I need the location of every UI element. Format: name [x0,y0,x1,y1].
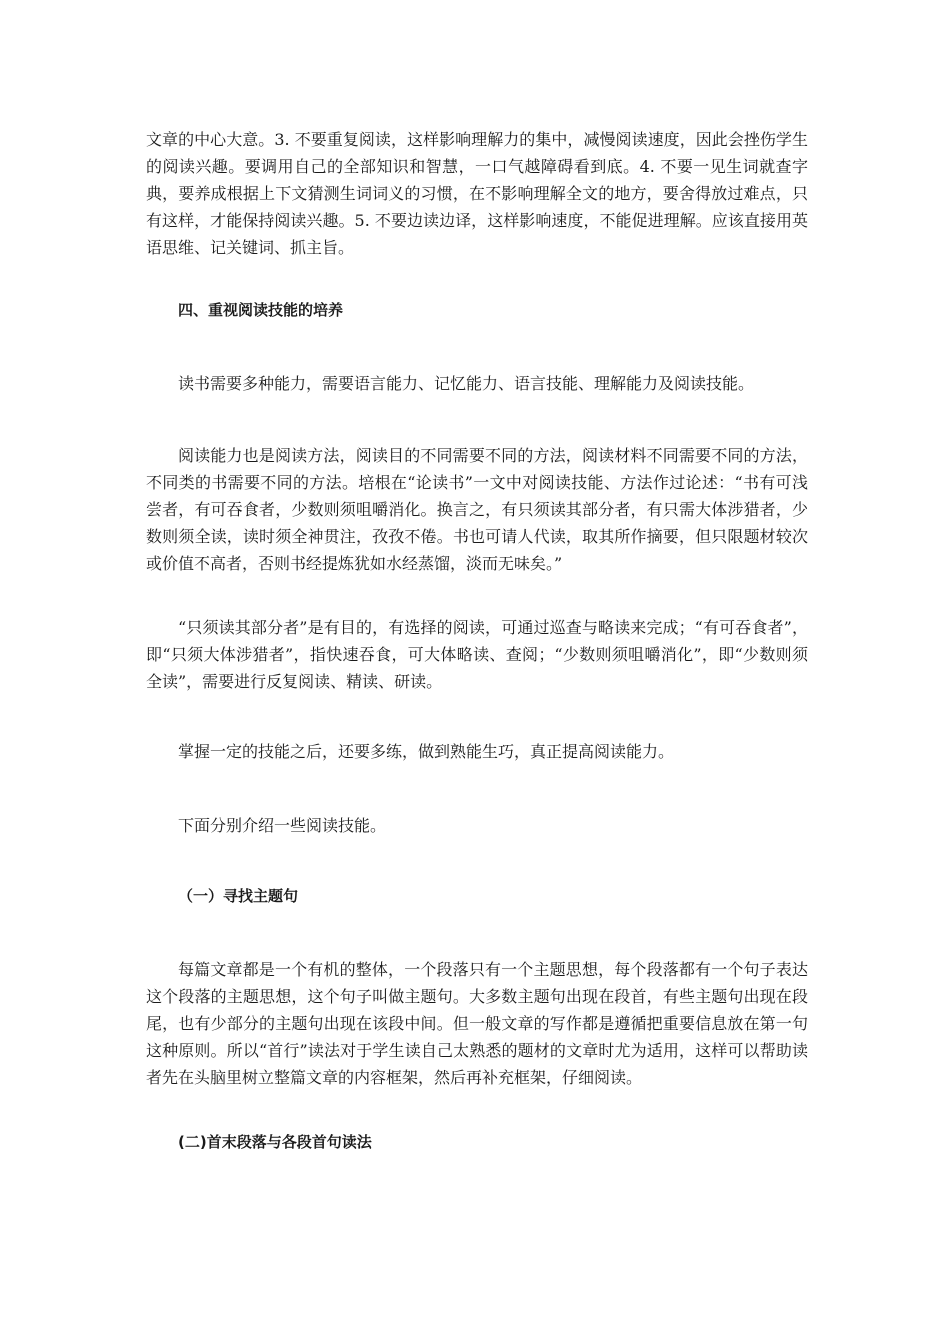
subsection-heading-2: (二)首末段落与各段首句读法 [178,1133,372,1151]
subsection-heading-1: （一）寻找主题句 [178,887,299,905]
paragraph-reading-tips-continued: 文章的中心大意。3. 不要重复阅读，这样影响理解力的集中，减慢阅读速度，因此会挫伤学生的阅读兴趣。要调用自己的全部知识和智慧，一口气越障碍看到底。4. 不要一见生词就查字典，要养成根据上下文猜测生词词义的习惯，在不影响理解全文的地方，要舍得放过难点，只有这样，才能保持阅读兴趣。5. 不要边读边译，这样影响速度，不能促进理解。应该直接用英语思维、记关键词、抓主旨。 [146,130,808,257]
paragraph-introduction: 下面分别介绍一些阅读技能。 [178,816,387,835]
paragraph-reading-abilities: 读书需要多种能力，需要语言能力、记忆能力、语言技能、理解能力及阅读技能。 [178,374,755,393]
paragraph-practice: 掌握一定的技能之后，还要多练，做到熟能生巧，真正提高阅读能力。 [178,742,675,761]
paragraph-bacon-quote: 阅读能力也是阅读方法，阅读目的不同需要不同的方法，阅读材料不同需要不同的方法，不同类的书需要不同的方法。培根在“论读书”一文中对阅读技能、方法作过论述：“书有可浅尝者，有可吞食者，少数则须咀嚼消化。换言之，有只须读其部分者，有只需大体涉猎者，少数则须全读，读时须全神贯注，孜孜不倦。书也可请人代读，取其所作摘要，但只限题材较次或价值不高者，否则书经提炼犹如水经蒸馏，淡而无味矣。” [146,446,808,573]
section-heading-4: 四、重视阅读技能的培养 [178,301,344,319]
paragraph-topic-sentence: 每篇文章都是一个有机的整体，一个段落只有一个主题思想，每个段落都有一个句子表达这个段落的主题思想，这个句子叫做主题句。大多数主题句出现在段首，有些主题句出现在段尾，也有少部分的主题句出现在该段中间。但一般文章的写作都是遵循把重要信息放在第一句这种原则。所以“首行”读法对于学生读自己太熟悉的题材的文章时尤为适用，这样可以帮助读者先在头脑里树立整篇文章的内容框架，然后再补充框架，仔细阅读。 [146,960,808,1087]
paragraph-reading-types: “只须读其部分者”是有目的，有选择的阅读，可通过巡查与略读来完成；“有可吞食者”，即“只须大体涉猎者”，指快速吞食，可大体略读、查阅；“少数则须咀嚼消化”，即“少数则须全读”，需要进行反复阅读、精读、研读。 [146,618,808,691]
